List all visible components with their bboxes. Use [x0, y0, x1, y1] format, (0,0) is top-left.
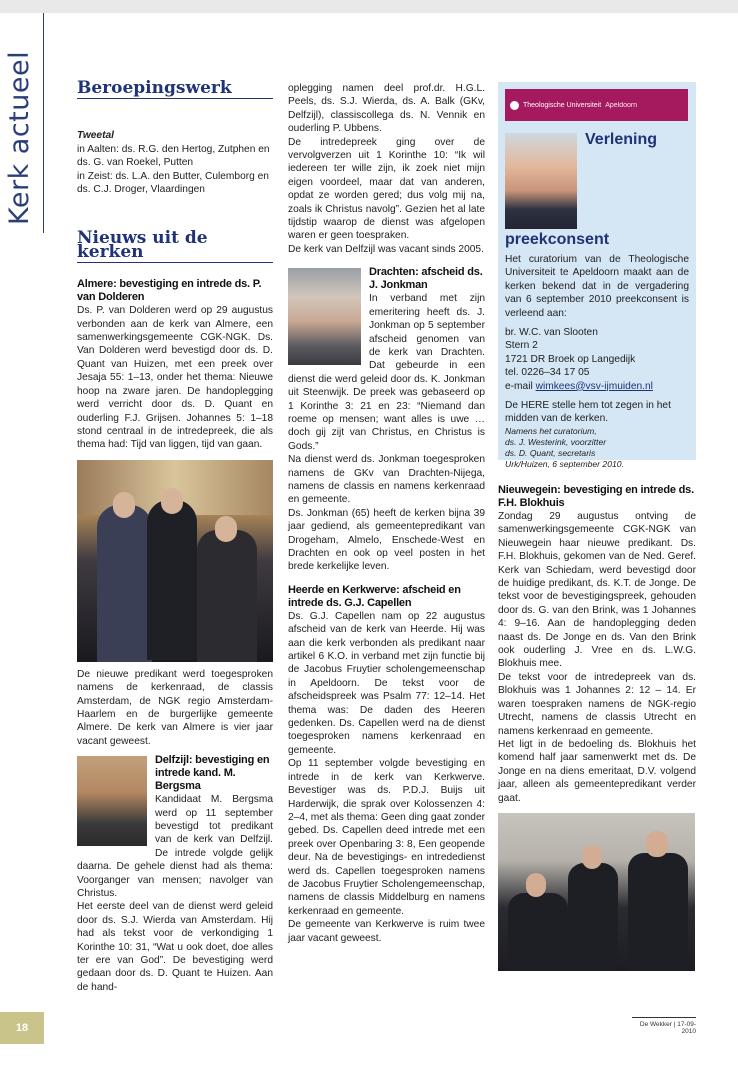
preekconsent-text: Het curatorium van de Theologische Universiteit te Apeldoorn maakt aan de kerken bekend dat in de vergadering van 6 september 2010 preekconsent is verleend aan:: [505, 254, 689, 319]
drachten-text-2: Na dienst werd ds. Jonkman toegesproken namens de GKv van Drachten-Nijega, namens de classis en namens kerkenraad en gemeente.: [288, 454, 485, 506]
almere-text: Ds. P. van Dolderen werd op 29 augustus verbonden aan de kerk van Almere, een samenwerkingsgemeente CGK-NGK. Ds. Van Dolderen werd bevestigd door ds. D. Quant van Huizen, met een preek over Jesaja 55: 1–13, onder het thema: Nieuwe hoop na zware jaren. De handoplegging werd verricht door ds. D. Quant en ouderling F.J. Grijsen. Johannes 5: 1–18 stond centraal in de intredepreek, die als thema had: Tijd van liggen, tijd van gaan.: [77, 305, 273, 451]
delfzijl-vacant: De kerk van Delfzijl was vacant sinds 2005.: [288, 243, 484, 255]
jonkman-photo: [288, 268, 361, 365]
curator-photo: [505, 133, 577, 229]
column-1: [77, 78, 273, 994]
drachten-title: Drachten: afscheid ds. J. Jonkman: [369, 266, 483, 292]
delfzijl-text-1: Kandidaat M. Bergsma werd op 11 september bevestigd tot predikant van de kerk van Delfzijl. De intrede volgde gelijk daarna. De gehele dienst had als thema: Voorganger van mensen; navolger van Christus.: [77, 794, 273, 899]
address-street: Stern 2: [505, 340, 538, 352]
delfzijl-text-2: Het eerste deel van de dienst werd geleid door ds. S.J. Wierda van Amsterdam. Hij had als tekst voor de verkondiging 1 Korinthe 10: 31, “Wat u ook doet, doe alles ter ere van God”. De bevestiging werd gedaan door ds. D. Quant te Huizen. Aan de hand-: [77, 901, 273, 993]
section-divider: [43, 13, 44, 233]
signature-line-2: ds. J. Westerink, voorzitter: [505, 436, 607, 447]
delfzijl-title: Delfzijl: bevestiging en intrede kand. M. Bergsma: [155, 754, 270, 793]
tweetal-line-zeist: in Zeist: ds. L.A. den Butter, Culemborg en ds. C.J. Droger, Vlaardingen: [77, 170, 269, 196]
email-link[interactable]: wimkees@vsv-ijmuiden.nl: [535, 380, 653, 392]
signature-line-3: ds. D. Quant, secretaris: [505, 447, 596, 458]
column-3: [505, 131, 689, 470]
tweetal-label: Tweetal: [77, 130, 114, 142]
delfzijl-continued: oplegging namen deel prof.dr. H.G.L. Peels, ds. S.J. Wierda, ds. A. Balk (GKv, Delfzijl), classiscollega ds. N. Vennik en ouderling P. Ubbens.: [288, 83, 485, 135]
heerde-text-2: Op 11 september volgde bevestiging en intrede in de kerk van Kerkwerve. Bevestiger was ds. P.D.J. Buijs uit Harderwijk, die sprak over Kolossenzen 4: 2–4, met als thema: Geen ding gaat zonder gebed. Ds. Capellen deed intrede met een preek over Openbaring 3: 8, Een geopende deur. Na de bevestigings- en intrededienst werd ds. Capellen toegesproken namens de Jacobus Fruytier Scholengemeenschap, namens de classis Middelburg en namens kerkenraad en gemeente.: [288, 758, 485, 917]
drachten-text-3: Ds. Jonkman (65) heeft de kerken bijna 39 jaar gediend, als gemeentepredikant van Drogeham, Almelo, Enschede-West en Drachten en ook op veel posten in het brede kerkelijke leven.: [288, 507, 485, 573]
heerde-text-1: Ds. G.J. Capellen nam op 22 augustus afscheid van de kerk van Heerde. Hij was aan die kerk verbonden als predikant naar artikel 6 K.O. in verband met zijn functie bij de Jacobus Fruytier scholengemeenschap in Apeldoorn. De tekst voor de afscheidspreek was Psalm 77: 12–14. Het thema was: De daden des Heeren gedenken. Ds. Capellen werd na de dienst toegesproken namens kerkenraad en gemeente.: [288, 610, 485, 756]
address-email-row: [505, 380, 689, 393]
nieuwegein-text-1: Zondag 29 augustus ontving de samenwerkingsgemeente CGK-NGK van Nieuwegein haar nieuwe predikant. Ds. F.H. Blokhuis, gekomen van de Ned. Geref. Kerk van Schiedam, werd bevestigd door de huidige predikant, ds. K.T. de Jonge. De tekst voor de bevestigingspreek, gehouden door ds. G. van den Brink, was 1 Johannes 4: 9–16. Aan de handoplegging deden naast ds. De Jonge en ds. Van den Brink ook ouderling J. Vree en ds. L.W.G. Blokhuis mee.: [498, 511, 696, 670]
column-2: [288, 82, 485, 945]
top-strip: [0, 0, 738, 13]
delfzijl-intrede-text: De intredepreek ging over de vervolgverzen uit 1 Korinthe 10: “Ik wil iedereen ter wille zijn, ik zoek niet mijn eigen voordeel, maar dat van anderen, opdat ze worden gered; dus volg mij na, zoals ik Christus navolg”. Gezien het al late tijdstip waarop de dienst was afgelopen waren er geen toespraken.: [288, 136, 485, 242]
drachten-text-1: In verband met zijn emeritering heeft ds. J. Jonkman op 5 september afscheid genomen van de kerk van Drachten. Dat gebeurde in een dienst die werd geleid door ds. K. Jonkman uit Steenwijk. De preek was gebaseerd op 1 Korinthe 3: 21 en 23: “Niemand dan roeme op mensen; want alles is uwe … doch gij zijt van Christus, en Christus is Gods.”: [288, 293, 485, 452]
bergsma-photo: [77, 756, 147, 846]
nieuws-heading: Nieuws uit de kerken: [77, 232, 273, 263]
nieuwegein-text-2: De tekst voor de intredepreek van ds. Blokhuis was 1 Johannes 2: 12 – 14. Er waren toespraken namens de NGK-regio Utrecht, namens de classis Utrecht en namens kerkenraad en gemeente.: [498, 671, 696, 737]
tua-logo-icon: [510, 101, 519, 110]
almere-caption: De nieuwe predikant werd toegesproken namens de kerkenraad, de classis Amsterdam, de NGK regio Amsterdam-Haarlem en de burgerlijke gemeente Almere. De kerk van Almere is vier jaar vacant geweest.: [77, 668, 273, 747]
tua-banner: [505, 89, 688, 121]
almere-photo: [77, 460, 273, 662]
preekconsent-title: Verlening preekconsent: [505, 131, 658, 248]
tua-banner-place: Apeldoorn: [605, 101, 638, 109]
nieuwegein-photo: [498, 813, 695, 971]
address-city: 1721 DR Broek op Langedijk: [505, 353, 636, 365]
address-name: br. W.C. van Slooten: [505, 327, 598, 339]
page-number: 18: [0, 1012, 44, 1044]
almere-title: Almere: bevestiging en intrede ds. P. van Dolderen: [77, 278, 262, 304]
heerde-title: Heerde en Kerkwerve: afscheid en intrede ds. G.J. Capellen: [288, 583, 461, 609]
blessing-text: De HERE stelle hem tot zegen in het midden van de kerken.: [505, 400, 671, 425]
signature-line-4: Urk/Huizen, 6 september 2010.: [505, 458, 624, 469]
beroepingswerk-heading: Beroepingswerk: [77, 82, 273, 99]
publication-info: De Wekker | 17-09-2010: [632, 1017, 696, 1035]
tua-banner-name: Theologische Universiteit: [523, 101, 602, 109]
address-tel: tel. 0226–34 17 05: [505, 367, 590, 379]
section-label: Kerk actueel: [4, 50, 35, 225]
nieuwegein-title: Nieuwegein: bevestiging en intrede ds. F.H. Blokhuis: [498, 484, 694, 509]
signature-line-1: Namens het curatorium,: [505, 425, 597, 436]
column-3-lower: [498, 484, 696, 971]
nieuwegein-text-3: Het ligt in de bedoeling ds. Blokhuis het komend half jaar samenwerkt met ds. De Jonge en na diens emeritaat, D.V. volgend jaar, alleen als gemeentepredikant verder gaat.: [498, 738, 696, 804]
tweetal-line-aalten: in Aalten: ds. R.G. den Hertog, Zutphen en ds. G. van Roekel, Putten: [77, 143, 270, 169]
email-label: e-mail: [505, 380, 533, 392]
heerde-text-3: De gemeente van Kerkwerve is ruim twee jaar vacant geweest.: [288, 919, 485, 944]
